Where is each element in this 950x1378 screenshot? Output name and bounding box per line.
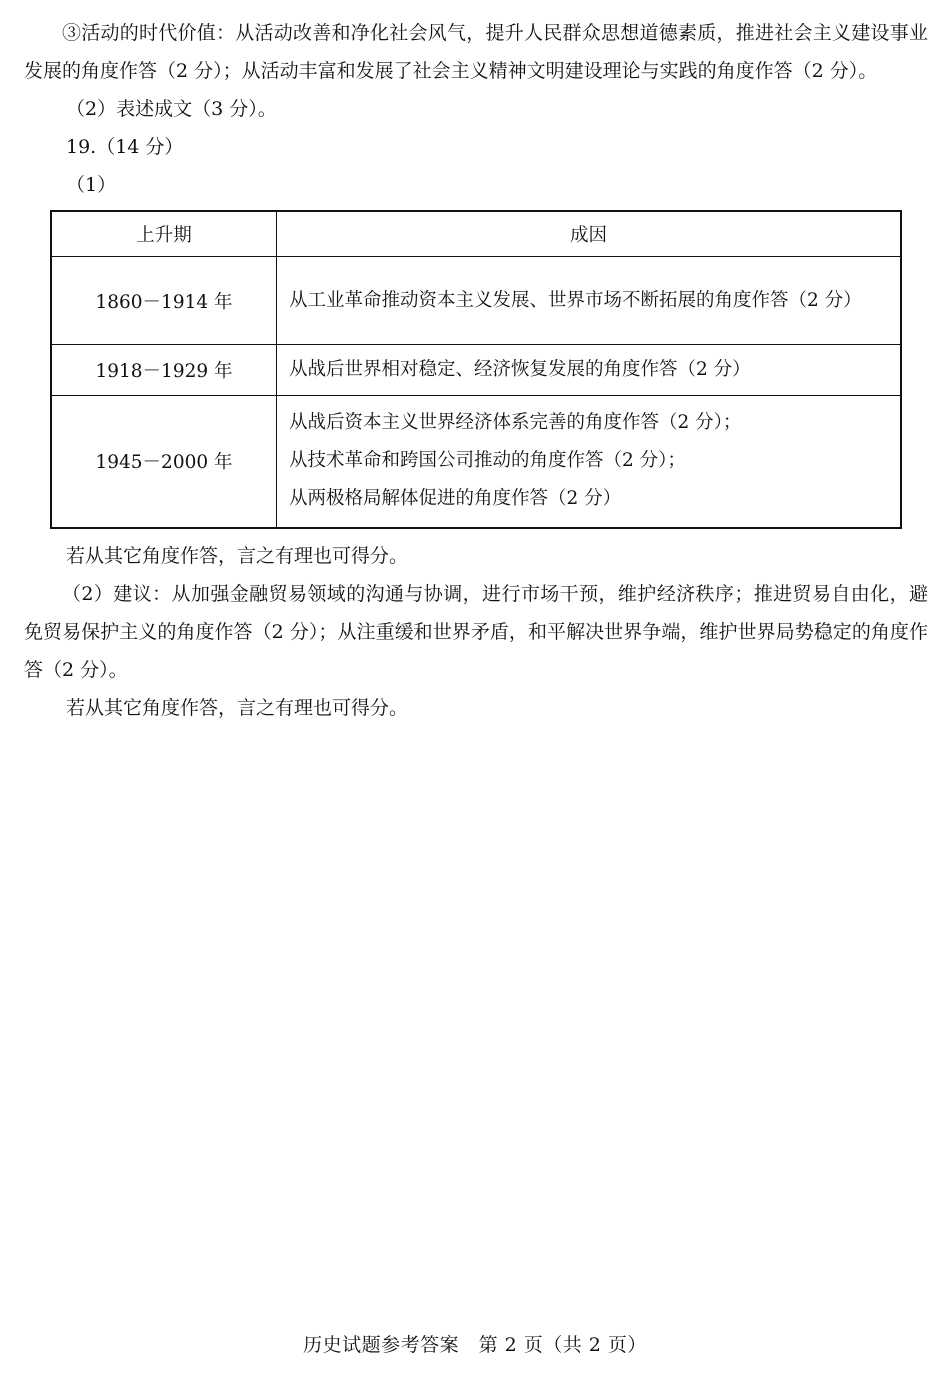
cause-line: 从两极格局解体促进的角度作答（2 分） bbox=[289, 488, 622, 510]
other-angle-note: 若从其它角度作答，言之有理也可得分。 bbox=[66, 696, 409, 719]
cause-line: 从战后世界相对稳定、经济恢复发展的角度作答（2 分） bbox=[289, 359, 751, 380]
cause-line: 从战后资本主义世界经济体系完善的角度作答（2 分）； bbox=[289, 412, 742, 434]
essay-item: （2）表述成文（3 分）。 bbox=[66, 98, 277, 120]
page-footer: 历史试题参考答案 第 2 页（共 2 页） bbox=[303, 1334, 647, 1356]
question-19-part-1-label: （1） bbox=[66, 174, 117, 196]
cause-line: 从工业革命推动资本主义发展、世界市场不断拓展的角度作答（2 分） bbox=[289, 289, 862, 311]
header-period: 上升期 bbox=[51, 211, 277, 257]
table-header-row bbox=[51, 211, 901, 257]
period-cell: 1918－1929 年 bbox=[51, 345, 277, 396]
cause-cell bbox=[277, 396, 902, 528]
activity-value-paragraph: ③活动的时代价值：从活动改善和净化社会风气，提升人民群众思想道德素质，推进社会主义建设事业发展的角度作答（2 分）；从活动丰富和发展了社会主义精神文明建设理论与实践的角度作答（2 分）。 bbox=[24, 22, 928, 82]
question-19-heading: 19.（14 分） bbox=[66, 136, 184, 158]
table-row bbox=[51, 396, 901, 528]
header-cause: 成因 bbox=[277, 211, 902, 257]
other-angle-note: 若从其它角度作答，言之有理也可得分。 bbox=[66, 544, 409, 567]
table-row bbox=[51, 345, 901, 396]
cause-cell bbox=[277, 345, 902, 396]
table-row bbox=[51, 257, 901, 345]
rise-period-table bbox=[50, 210, 902, 529]
question-19-part-2: （2）建议：从加强金融贸易领域的沟通与协调，进行市场干预，维护经济秩序；推进贸易自由化，避免贸易保护主义的角度作答（2 分）；从注重缓和世界矛盾，和平解决世界争端，维护世界局势稳定的角度作答（2 分）。 bbox=[24, 582, 928, 681]
cause-line: 从技术革命和跨国公司推动的角度作答（2 分）； bbox=[289, 450, 686, 472]
period-cell: 1945－2000 年 bbox=[51, 396, 277, 528]
period-cell: 1860－1914 年 bbox=[51, 257, 277, 345]
cause-cell bbox=[277, 257, 902, 345]
answer-page bbox=[24, 14, 928, 727]
